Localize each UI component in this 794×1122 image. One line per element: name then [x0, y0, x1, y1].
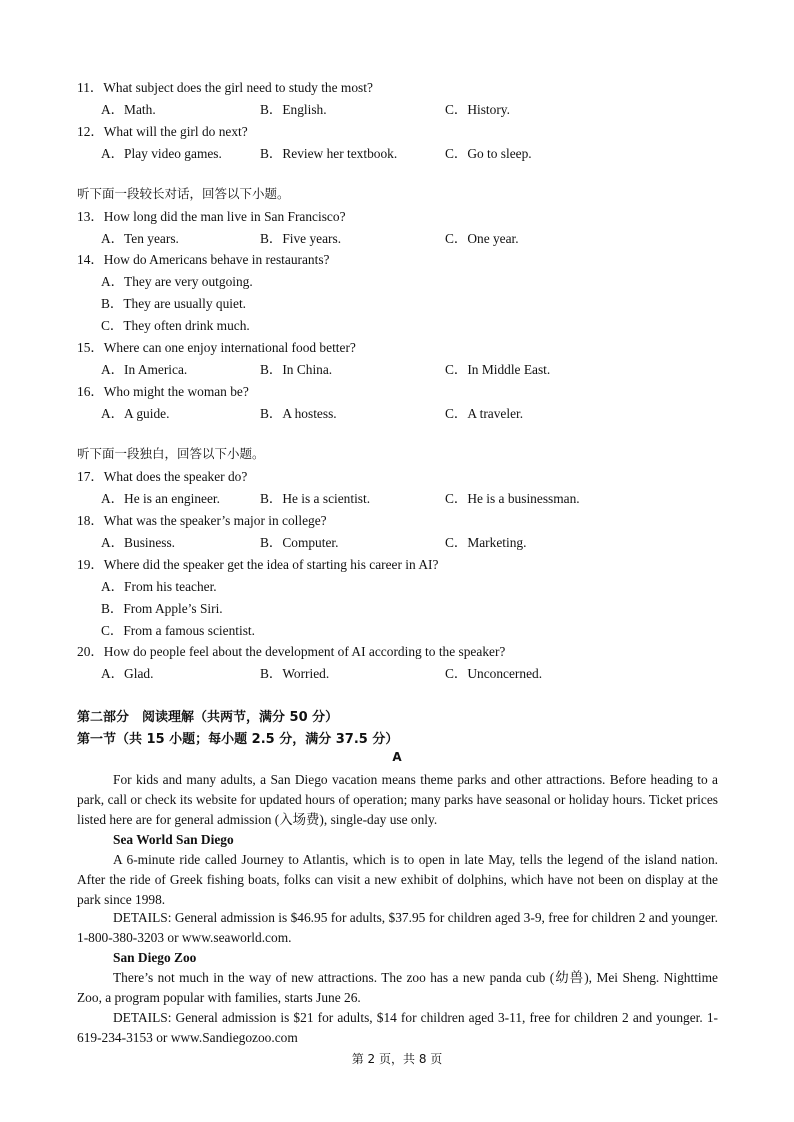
section1-title: 第一节（共 15 小题；每小题 2.5 分，满分 37.5 分）: [77, 732, 399, 747]
q13-option-b: B．Five years.: [260, 231, 342, 246]
q16-option-c: C．A traveler.: [445, 406, 524, 421]
zoo-description: There’s not much in the way of new attractions. The zoo has a new panda cub (幼兽), Mei Sheng. Nighttime Zoo, a program popular with families, starts June 26.: [77, 970, 718, 1005]
q11-option-a: A．Math.: [101, 102, 156, 117]
q20-option-a: A．Glad.: [101, 666, 154, 681]
q12-option-a: A．Play video games.: [101, 146, 222, 161]
question-13: 13．How long did the man live in San Francisco?: [77, 209, 346, 224]
question-11: 11．What subject does the girl need to study the most?: [77, 80, 373, 95]
q17-option-c: C．He is a businessman.: [445, 491, 580, 506]
passage-intro: For kids and many adults, a San Diego vacation means theme parks and other attractions. Before heading to a park, call or check its website for updated hours of operation; many parks have seasonal or holiday hours. Ticket prices listed here are for general admission (入场费), single-day use only.: [77, 772, 718, 827]
page-number: 第 2 页，共 8 页: [351, 1052, 443, 1066]
question-15: 15．Where can one enjoy international food better?: [77, 340, 356, 355]
q11-option-c: C．History.: [445, 102, 510, 117]
q18-option-a: A．Business.: [101, 535, 176, 550]
q14-option-a: A．They are very outgoing.: [101, 274, 253, 289]
q12-option-c: C．Go to sleep.: [445, 146, 532, 161]
question-17: 17．What does the speaker do?: [77, 469, 248, 484]
q15-option-c: C．In Middle East.: [445, 362, 551, 377]
q19-option-a: A．From his teacher.: [101, 579, 217, 594]
dialogue-instruction: 听下面一段较长对话，回答以下小题。: [77, 186, 290, 201]
q14-option-c: C．They often drink much.: [101, 318, 250, 333]
q16-option-a: A．A guide.: [101, 406, 170, 421]
q17-option-b: B．He is a scientist.: [260, 491, 371, 506]
q13-option-a: A．Ten years.: [101, 231, 179, 246]
q20-option-b: B．Worried.: [260, 666, 330, 681]
seaworld-heading: Sea World San Diego: [113, 832, 234, 847]
q18-option-c: C．Marketing.: [445, 535, 527, 550]
q18-option-b: B．Computer.: [260, 535, 339, 550]
question-16: 16．Who might the woman be?: [77, 384, 249, 399]
q11-option-b: B．English.: [260, 102, 327, 117]
seaworld-description: A 6-minute ride called Journey to Atlantis, which is to open in late May, tells the legend of the island nation. After the ride of Greek fishing boats, folks can visit a new exhibit of dolphins, which have not been on display at the park since 1998.: [77, 852, 718, 907]
question-18: 18．What was the speaker’s major in college?: [77, 513, 327, 528]
q15-option-a: A．In America.: [101, 362, 188, 377]
question-20: 20．How do people feel about the development of AI according to the speaker?: [77, 644, 506, 659]
q17-option-a: A．He is an engineer.: [101, 491, 220, 506]
q12-option-b: B．Review her textbook.: [260, 146, 398, 161]
monologue-instruction: 听下面一段独白，回答以下小题。: [77, 446, 265, 461]
q16-option-b: B．A hostess.: [260, 406, 337, 421]
zoo-details: DETAILS: General admission is $21 for adults, $14 for children aged 3-11, free for children 2 and younger. 1-619-234-3153 or www.Sandiegozoo.com: [77, 1010, 718, 1045]
q13-option-c: C．One year.: [445, 231, 519, 246]
q19-option-b: B．From Apple’s Siri.: [101, 601, 223, 616]
zoo-heading: San Diego Zoo: [113, 950, 197, 965]
question-14: 14．How do Americans behave in restaurants?: [77, 252, 330, 267]
q15-option-b: B．In China.: [260, 362, 333, 377]
question-12: 12．What will the girl do next?: [77, 124, 248, 139]
question-19: 19．Where did the speaker get the idea of starting his career in AI?: [77, 557, 439, 572]
seaworld-details: DETAILS: General admission is $46.95 for adults, $37.95 for children aged 3-9, free for children 2 and younger. 1-800-380-3203 or www.seaworld.com.: [77, 910, 718, 945]
q19-option-c: C．From a famous scientist.: [101, 623, 255, 638]
part2-title: 第二部分 阅读理解（共两节，满分 50 分）: [77, 710, 339, 725]
passage-letter: A: [392, 750, 402, 764]
q14-option-b: B．They are usually quiet.: [101, 296, 247, 311]
q20-option-c: C．Unconcerned.: [445, 666, 543, 681]
